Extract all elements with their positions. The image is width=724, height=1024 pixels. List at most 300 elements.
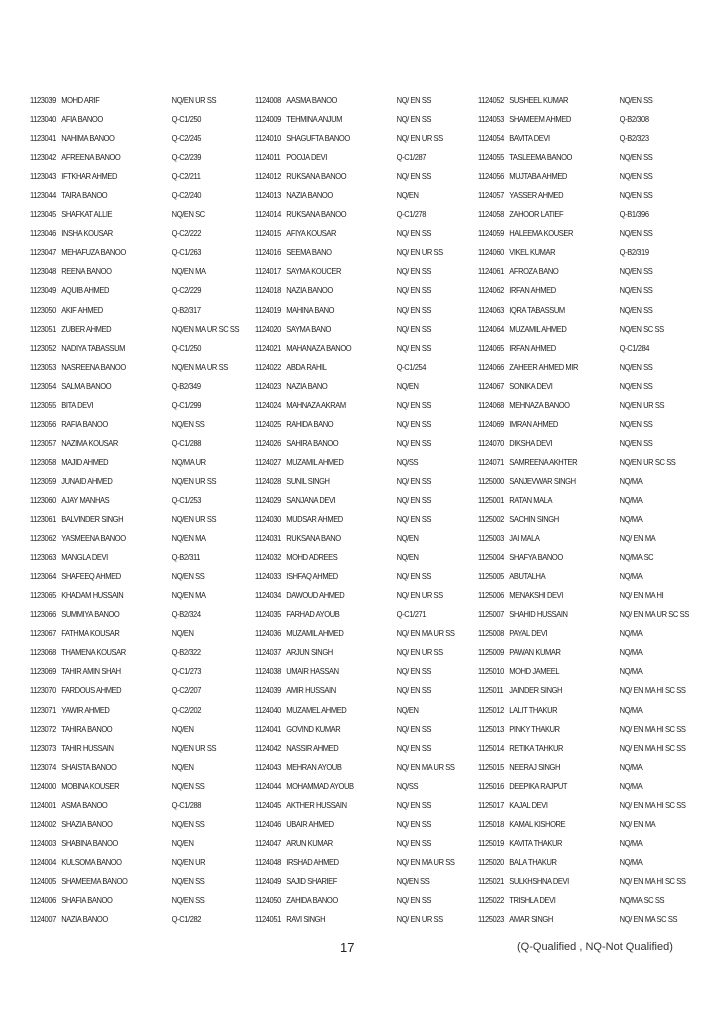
candidate-name: SUMMIYA BANOO xyxy=(61,610,120,620)
qualification-status: NQ/MA SC xyxy=(619,553,654,563)
candidate-id: 1123052 xyxy=(30,343,56,353)
candidate-name: AFREENA BANOO xyxy=(61,153,121,163)
qualification-status: NQ/ EN SS xyxy=(396,495,432,505)
qualification-status: NQ/ EN SS xyxy=(396,229,432,239)
candidate-id: 1124020 xyxy=(255,324,281,334)
candidate-name: MEHNAZA BANOO xyxy=(509,400,570,410)
candidate-id: 1124024 xyxy=(255,400,281,410)
candidate-id: 1123068 xyxy=(30,648,56,658)
candidate-id: 1125004 xyxy=(478,553,504,563)
qualification-status: Q-C1/284 xyxy=(619,343,650,353)
candidate-id: 1124054 xyxy=(478,134,504,144)
candidate-name: MUZAMIL AHMED xyxy=(286,629,344,639)
qualification-status: NQ/MA xyxy=(619,857,643,867)
candidate-name: IRSHAD AHMED xyxy=(286,857,339,867)
qualification-status: NQ/ EN SS xyxy=(396,324,432,334)
qualification-status: Q-C1/253 xyxy=(171,495,202,505)
candidate-name: MANGLA DEVI xyxy=(61,553,108,563)
candidate-id: 1123073 xyxy=(30,743,56,753)
candidate-name: IRFAN AHMED xyxy=(509,286,556,296)
candidate-id: 1125010 xyxy=(478,667,504,677)
qualification-status: NQ/ EN SS xyxy=(396,686,432,696)
qualification-status: Q-C1/263 xyxy=(171,248,202,258)
qualification-status: NQ/ EN UR SS xyxy=(396,915,443,925)
candidate-name: AMAR SINGH xyxy=(509,915,553,925)
candidate-id: 1124019 xyxy=(255,305,281,315)
candidate-name: MAHINA BANO xyxy=(286,305,335,315)
qualification-status: NQ/MA xyxy=(619,572,643,582)
qualification-status: NQ/SS xyxy=(396,781,419,791)
candidate-id: 1123058 xyxy=(30,457,56,467)
candidate-id: 1123050 xyxy=(30,305,56,315)
candidate-id: 1124011 xyxy=(255,153,281,163)
qualification-status: NQ/EN MA UR SS xyxy=(171,362,228,372)
candidate-id: 1124032 xyxy=(255,553,281,563)
candidate-id: 1124056 xyxy=(478,172,504,182)
candidate-name: RUKSANA BANO xyxy=(286,534,341,544)
candidate-id: 1124016 xyxy=(255,248,281,258)
candidate-id: 1123069 xyxy=(30,667,56,677)
qualification-status: NQ/EN SC SS xyxy=(619,324,664,334)
candidate-id: 1124002 xyxy=(30,819,56,829)
qualification-status: NQ/EN UR SS xyxy=(171,515,217,525)
qualification-status: NQ/EN xyxy=(396,381,419,391)
qualification-status: NQ/MA SC SS xyxy=(619,895,665,905)
candidate-name: REENA BANOO xyxy=(61,267,112,277)
candidate-name: SAJID SHARIEF xyxy=(286,876,337,886)
candidate-id: 1124006 xyxy=(30,895,56,905)
candidate-name: NASREENA BANOO xyxy=(61,362,126,372)
candidate-id: 1125022 xyxy=(478,895,504,905)
candidate-id: 1123057 xyxy=(30,438,56,448)
qualification-status: Q-B1/396 xyxy=(619,210,649,220)
candidate-id: 1123048 xyxy=(30,267,56,277)
candidate-id: 1124033 xyxy=(255,572,281,582)
candidate-name: TAHIRA BANOO xyxy=(61,724,113,734)
candidate-name: TEHMINA ANJUM xyxy=(286,115,343,125)
qualification-status: NQ/ EN SS xyxy=(396,572,432,582)
candidate-id: 1124047 xyxy=(255,838,281,848)
candidate-name: UMAIR HASSAN xyxy=(286,667,339,677)
qualification-status: NQ/SS xyxy=(396,457,419,467)
qualification-status: NQ/EN xyxy=(396,534,419,544)
candidate-id: 1124071 xyxy=(478,457,504,467)
candidate-name: AASMA BANOO xyxy=(286,96,337,105)
candidate-id: 1124049 xyxy=(255,876,281,886)
candidate-name: FARDOUS AHMED xyxy=(61,686,122,696)
candidate-id: 1124051 xyxy=(255,915,281,925)
candidate-id: 1125009 xyxy=(478,648,504,658)
qualification-status: Q-C1/287 xyxy=(396,153,427,163)
candidate-name: SHABINA BANOO xyxy=(61,838,118,848)
candidate-name: SHAFKAT ALLIE xyxy=(61,210,113,220)
candidate-name: SHAMEEMA BANOO xyxy=(61,876,128,886)
qualification-status: NQ/ EN SS xyxy=(396,286,432,296)
candidate-name: PAWAN KUMAR xyxy=(509,648,561,658)
candidate-name: SAYMA KOUCER xyxy=(286,267,342,277)
candidate-id: 1124065 xyxy=(478,343,504,353)
candidate-id: 1124007 xyxy=(30,915,56,925)
qualification-status: NQ/ EN SS xyxy=(396,800,432,810)
candidate-name: SHAGUFTA BANOO xyxy=(286,134,350,144)
candidate-id: 1125020 xyxy=(478,857,504,867)
qualification-status: NQ/ EN SS xyxy=(396,400,432,410)
qualification-status: NQ/EN xyxy=(396,705,419,715)
candidate-id: 1123045 xyxy=(30,210,56,220)
candidate-name: MUDSAR AHMED xyxy=(286,515,343,525)
candidate-name: BITA DEVI xyxy=(61,400,94,410)
qualification-status: Q-C1/250 xyxy=(171,343,202,353)
candidate-id: 1125000 xyxy=(478,476,504,486)
candidate-id: 1124048 xyxy=(255,857,281,867)
candidate-name: NAZIA BANO xyxy=(286,381,328,391)
candidate-id: 1125015 xyxy=(478,762,504,772)
qualification-status: NQ/EN SS xyxy=(619,381,653,391)
candidate-id: 1124029 xyxy=(255,495,281,505)
candidate-name: SACHIN SINGH xyxy=(509,515,559,525)
candidate-name: SHAFEEQ AHMED xyxy=(61,572,121,582)
candidate-name: SUNIL SINGH xyxy=(286,476,330,486)
candidate-name: NEERAJ SINGH xyxy=(509,762,560,772)
candidate-id: 1124027 xyxy=(255,457,281,467)
candidate-id: 1124037 xyxy=(255,648,281,658)
candidate-id: 1123065 xyxy=(30,591,56,601)
qualification-status: NQ/ EN UR SS xyxy=(396,134,443,144)
candidate-name: KHADAM HUSSAIN xyxy=(61,591,124,601)
candidate-name: RATAN MALA xyxy=(509,495,553,505)
candidate-name: MOHD JAMEEL xyxy=(509,667,560,677)
candidate-id: 1123051 xyxy=(30,324,56,334)
candidate-name: IFTKHAR AHMED xyxy=(61,172,118,182)
qualification-status: NQ/ EN SS xyxy=(396,819,432,829)
qualification-status: NQ/EN SS xyxy=(619,153,653,163)
qualification-status: Q-B2/308 xyxy=(619,115,649,125)
candidate-name: SUSHEEL KUMAR xyxy=(509,96,569,105)
qualification-status: NQ/EN MA xyxy=(171,267,206,277)
candidate-id: 1124004 xyxy=(30,857,56,867)
candidate-name: SHAHID HUSSAIN xyxy=(509,610,568,620)
candidate-id: 1124035 xyxy=(255,610,281,620)
candidate-id: 1124015 xyxy=(255,229,281,239)
candidate-id: 1124028 xyxy=(255,476,281,486)
qualification-status: Q-C1/282 xyxy=(171,915,202,925)
candidate-name: MAHNAZA AKRAM xyxy=(286,400,346,410)
candidate-name: UBAIR AHMED xyxy=(286,819,334,829)
candidate-name: IQRA TABASSUM xyxy=(509,305,565,315)
qualification-status: NQ/ EN SS xyxy=(396,667,432,677)
candidate-id: 1123072 xyxy=(30,724,56,734)
candidate-name: TRISHLA DEVI xyxy=(509,895,556,905)
candidate-id: 1124069 xyxy=(478,419,504,429)
candidate-name: ARUN KUMAR xyxy=(286,838,333,848)
qualification-status: NQ/ EN MA UR SS xyxy=(396,629,455,639)
candidate-id: 1125021 xyxy=(478,876,504,886)
candidate-id: 1123060 xyxy=(30,495,56,505)
qualification-status: Q-C1/278 xyxy=(396,210,427,220)
candidate-id: 1124040 xyxy=(255,705,281,715)
candidate-name: SAHIRA BANOO xyxy=(286,438,339,448)
qualification-status: NQ/EN SS xyxy=(619,96,653,105)
candidate-id: 1124005 xyxy=(30,876,56,886)
candidate-name: BALA THAKUR xyxy=(509,857,557,867)
candidate-name: YASMEENA BANOO xyxy=(61,534,126,544)
candidate-name: BAVITA DEVI xyxy=(509,134,550,144)
qualification-status: Q-C2/229 xyxy=(171,286,202,296)
candidate-name: SHAMEEM AHMED xyxy=(509,115,571,125)
qualification-status: NQ/EN MA xyxy=(171,591,206,601)
qualification-status: Q-B2/311 xyxy=(171,553,201,563)
candidate-name: SALMA BANOO xyxy=(61,381,112,391)
candidate-name: ISHFAQ AHMED xyxy=(286,572,338,582)
candidate-name: NAZIA BANOO xyxy=(286,286,333,296)
candidate-name: IMRAN AHMED xyxy=(509,419,558,429)
candidate-id: 1123049 xyxy=(30,286,56,296)
qualification-status: NQ/MA xyxy=(619,838,643,848)
qualification-status: NQ/EN xyxy=(171,762,194,772)
candidate-id: 1123055 xyxy=(30,400,56,410)
candidate-name: DAWOUD AHMED xyxy=(286,591,345,601)
candidate-id: 1124017 xyxy=(255,267,281,277)
qualification-status: NQ/EN UR SS xyxy=(619,400,665,410)
qualification-status: NQ/EN SS xyxy=(171,819,205,829)
candidate-id: 1124034 xyxy=(255,591,281,601)
candidate-id: 1124031 xyxy=(255,534,281,544)
candidate-id: 1123046 xyxy=(30,229,56,239)
candidate-name: AKIF AHMED xyxy=(61,305,103,315)
candidate-id: 1124055 xyxy=(478,153,504,163)
qualification-status: NQ/ EN SS xyxy=(396,96,432,105)
candidate-name: AKTHER HUSSAIN xyxy=(286,800,347,810)
candidate-id: 1123043 xyxy=(30,172,56,182)
candidate-id: 1124000 xyxy=(30,781,56,791)
candidate-name: MUZAMIL AHMED xyxy=(509,324,567,334)
candidate-name: SULKHSHNA DEVI xyxy=(509,876,569,886)
qualification-status: Q-C2/211 xyxy=(171,172,201,182)
qualification-status: NQ/MA UR xyxy=(171,457,206,467)
candidate-name: MOHD ADREES xyxy=(286,553,338,563)
candidate-id: 1124068 xyxy=(478,400,504,410)
candidate-id: 1125019 xyxy=(478,838,504,848)
candidate-name: DIKSHA DEVI xyxy=(509,438,553,448)
candidate-name: SHAZIA BANOO xyxy=(61,819,113,829)
qualification-status: NQ/EN SS xyxy=(171,876,205,886)
candidate-name: JUNAID AHMED xyxy=(61,476,113,486)
candidate-id: 1124036 xyxy=(255,629,281,639)
candidate-name: TASLEEMA BANOO xyxy=(509,153,572,163)
candidate-name: KAJAL DEVI xyxy=(509,800,548,810)
qualification-status: NQ/EN SS xyxy=(619,191,653,201)
candidate-id: 1124059 xyxy=(478,229,504,239)
candidate-id: 1123067 xyxy=(30,629,56,639)
qualification-status: NQ/ EN UR SS xyxy=(396,591,443,601)
candidate-id: 1125012 xyxy=(478,705,504,715)
candidate-id: 1124021 xyxy=(255,343,281,353)
qualification-status: Q-B2/319 xyxy=(619,248,649,258)
candidate-name: MENAKSHI DEVI xyxy=(509,591,563,601)
candidate-name: INSHA KOUSAR xyxy=(61,229,113,239)
candidate-name: PAYAL DEVI xyxy=(509,629,548,639)
candidate-name: MOHAMMAD AYOUB xyxy=(286,781,354,791)
qualification-status: NQ/EN SS xyxy=(619,305,653,315)
qualification-status: NQ/EN MA xyxy=(171,534,206,544)
qualification-status: NQ/EN UR SS xyxy=(171,96,217,105)
qualification-status: NQ/ EN UR SS xyxy=(396,248,443,258)
candidate-name: RAVI SINGH xyxy=(286,915,326,925)
qualification-status: NQ/EN UR SS xyxy=(171,743,217,753)
candidate-name: VIKEL KUMAR xyxy=(509,248,556,258)
candidate-name: DEEPIKA RAJPUT xyxy=(509,781,568,791)
candidate-id: 1123053 xyxy=(30,362,56,372)
candidate-id: 1125016 xyxy=(478,781,504,791)
candidate-name: KULSOMA BANOO xyxy=(61,857,122,867)
candidate-name: AFIA BANOO xyxy=(61,115,103,125)
candidate-id: 1124052 xyxy=(478,96,504,105)
candidate-name: KAMAL KISHORE xyxy=(509,819,566,829)
qualification-status: NQ/ EN MA HI SC SS xyxy=(619,686,686,696)
qualification-status: NQ/ EN MA UR SS xyxy=(396,857,455,867)
candidate-name: SEEMA BANO xyxy=(286,248,332,258)
candidate-name: SAMREENA AKHTER xyxy=(509,457,578,467)
candidate-name: RAFIA BANOO xyxy=(61,419,108,429)
candidate-id: 1123061 xyxy=(30,515,56,525)
candidate-id: 1124057 xyxy=(478,191,504,201)
qualification-status: NQ/MA xyxy=(619,629,643,639)
qualification-status: Q-C1/250 xyxy=(171,115,202,125)
qualification-status: NQ/MA xyxy=(619,476,643,486)
candidate-id: 1124038 xyxy=(255,667,281,677)
candidate-name: IRFAN AHMED xyxy=(509,343,556,353)
candidate-id: 1124045 xyxy=(255,800,281,810)
candidate-name: KAVITA THAKUR xyxy=(509,838,563,848)
candidate-id: 1123074 xyxy=(30,762,56,772)
qualification-status: Q-C2/245 xyxy=(171,134,202,144)
qualification-status: NQ/ EN SS xyxy=(396,838,432,848)
candidate-name: AJAY MANHAS xyxy=(61,495,110,505)
candidate-id: 1123047 xyxy=(30,248,56,258)
candidate-name: LALIT THAKUR xyxy=(509,705,558,715)
candidate-id: 1124058 xyxy=(478,210,504,220)
candidate-id: 1123059 xyxy=(30,476,56,486)
qualification-status: NQ/ EN MA xyxy=(619,819,656,829)
qualification-status: Q-C1/254 xyxy=(396,362,427,372)
candidate-id: 1123062 xyxy=(30,534,56,544)
qualification-status: NQ/ EN SS xyxy=(396,343,432,353)
candidate-name: AMIR HUSSAIN xyxy=(286,686,336,696)
qualification-status: Q-B2/322 xyxy=(171,648,201,658)
candidate-name: ARJUN SINGH xyxy=(286,648,333,658)
qualification-status: NQ/MA xyxy=(619,648,643,658)
candidate-id: 1124050 xyxy=(255,895,281,905)
qualification-status: NQ/EN xyxy=(171,629,194,639)
qualification-status: Q-C2/240 xyxy=(171,191,202,201)
candidate-name: JAINDER SINGH xyxy=(509,686,563,696)
candidate-name: SAYMA BANO xyxy=(286,324,331,334)
qualification-status: NQ/ EN MA HI SC SS xyxy=(619,724,686,734)
candidate-id: 1125013 xyxy=(478,724,504,734)
candidate-id: 1123039 xyxy=(30,96,56,105)
qualification-status: Q-C2/207 xyxy=(171,686,202,696)
candidate-name: NADIYA TABASSUM xyxy=(61,343,125,353)
candidate-name: JAI MALA xyxy=(509,534,540,544)
qualification-status: NQ/ EN MA HI SC SS xyxy=(619,876,686,886)
candidate-name: ASMA BANOO xyxy=(61,800,108,810)
candidate-name: MUZAMIL AHMED xyxy=(286,457,344,467)
candidate-id: 1124046 xyxy=(255,819,281,829)
candidate-name: NAZIMA KOUSAR xyxy=(61,438,118,448)
qualification-status: NQ/EN SS xyxy=(619,229,653,239)
candidate-id: 1124064 xyxy=(478,324,504,334)
candidate-id: 1124053 xyxy=(478,115,504,125)
candidate-id: 1123064 xyxy=(30,572,56,582)
candidate-name: SANJANA DEVI xyxy=(286,495,336,505)
qualification-status: NQ/ EN SS xyxy=(396,419,432,429)
candidate-id: 1124066 xyxy=(478,362,504,372)
qualification-status: NQ/EN SS xyxy=(619,438,653,448)
candidate-name: YASSER AHMED xyxy=(509,191,564,201)
candidate-id: 1124026 xyxy=(255,438,281,448)
qualification-status: NQ/EN SS xyxy=(171,781,205,791)
candidate-name: SONIKA DEVI xyxy=(509,381,553,391)
qualification-status: NQ/MA xyxy=(619,495,643,505)
candidate-name: RETIKA TAHKUR xyxy=(509,743,564,753)
qualification-status: NQ/ EN SS xyxy=(396,724,432,734)
qualification-legend: (Q-Qualified , NQ-Not Qualified) xyxy=(517,941,673,953)
qualification-status: NQ/ EN SS xyxy=(396,895,432,905)
candidate-id: 1123071 xyxy=(30,705,56,715)
candidate-name: ZAHIDA BANOO xyxy=(286,895,338,905)
qualification-status: Q-B2/323 xyxy=(619,134,649,144)
candidate-id: 1125001 xyxy=(478,495,504,505)
candidate-id: 1125005 xyxy=(478,572,504,582)
candidate-name: SANJEVWAR SINGH xyxy=(509,476,576,486)
candidate-id: 1124001 xyxy=(30,800,56,810)
qualification-status: NQ/EN SS xyxy=(171,419,205,429)
candidate-id: 1123044 xyxy=(30,191,56,201)
candidate-name: POOJA DEVI xyxy=(286,153,327,163)
qualification-status: NQ/ EN MA SC SS xyxy=(619,915,678,925)
candidate-name: SHAFYA BANOO xyxy=(509,553,563,563)
candidate-name: PINKY THAKUR xyxy=(509,724,560,734)
qualification-status: NQ/ EN MA HI xyxy=(619,591,664,601)
candidate-id: 1123042 xyxy=(30,153,56,163)
candidate-name: TAHIR AMIN SHAH xyxy=(61,667,121,677)
candidate-name: TAIRA BANOO xyxy=(61,191,108,201)
candidate-name: ABUTALHA xyxy=(509,572,546,582)
qualification-status: Q-B2/317 xyxy=(171,305,201,315)
qualification-status: NQ/EN SC xyxy=(171,210,205,220)
candidate-name: YAWIR AHMED xyxy=(61,705,110,715)
candidate-name: MAJID AHMED xyxy=(61,457,109,467)
candidate-id: 1123063 xyxy=(30,553,56,563)
qualification-status: NQ/ EN MA HI SC SS xyxy=(619,800,686,810)
qualification-status: Q-C1/299 xyxy=(171,400,202,410)
qualification-status: NQ/EN SS xyxy=(619,172,653,182)
qualification-status: NQ/ EN SS xyxy=(396,115,432,125)
qualification-status: NQ/ EN SS xyxy=(396,172,432,182)
candidate-id: 1124023 xyxy=(255,381,281,391)
qualification-status: NQ/MA xyxy=(619,781,643,791)
candidate-name: RUKSANA BANOO xyxy=(286,210,347,220)
candidate-id: 1123070 xyxy=(30,686,56,696)
candidate-id: 1125008 xyxy=(478,629,504,639)
candidate-name: MOHD ARIF xyxy=(61,96,100,105)
candidate-id: 1124039 xyxy=(255,686,281,696)
candidate-name: HALEEMA KOUSER xyxy=(509,229,573,239)
candidate-id: 1124061 xyxy=(478,267,504,277)
candidate-id: 1125003 xyxy=(478,534,504,544)
qualification-status: NQ/EN MA UR SC SS xyxy=(171,324,240,334)
candidate-name: MEHRAN AYOUB xyxy=(286,762,342,772)
